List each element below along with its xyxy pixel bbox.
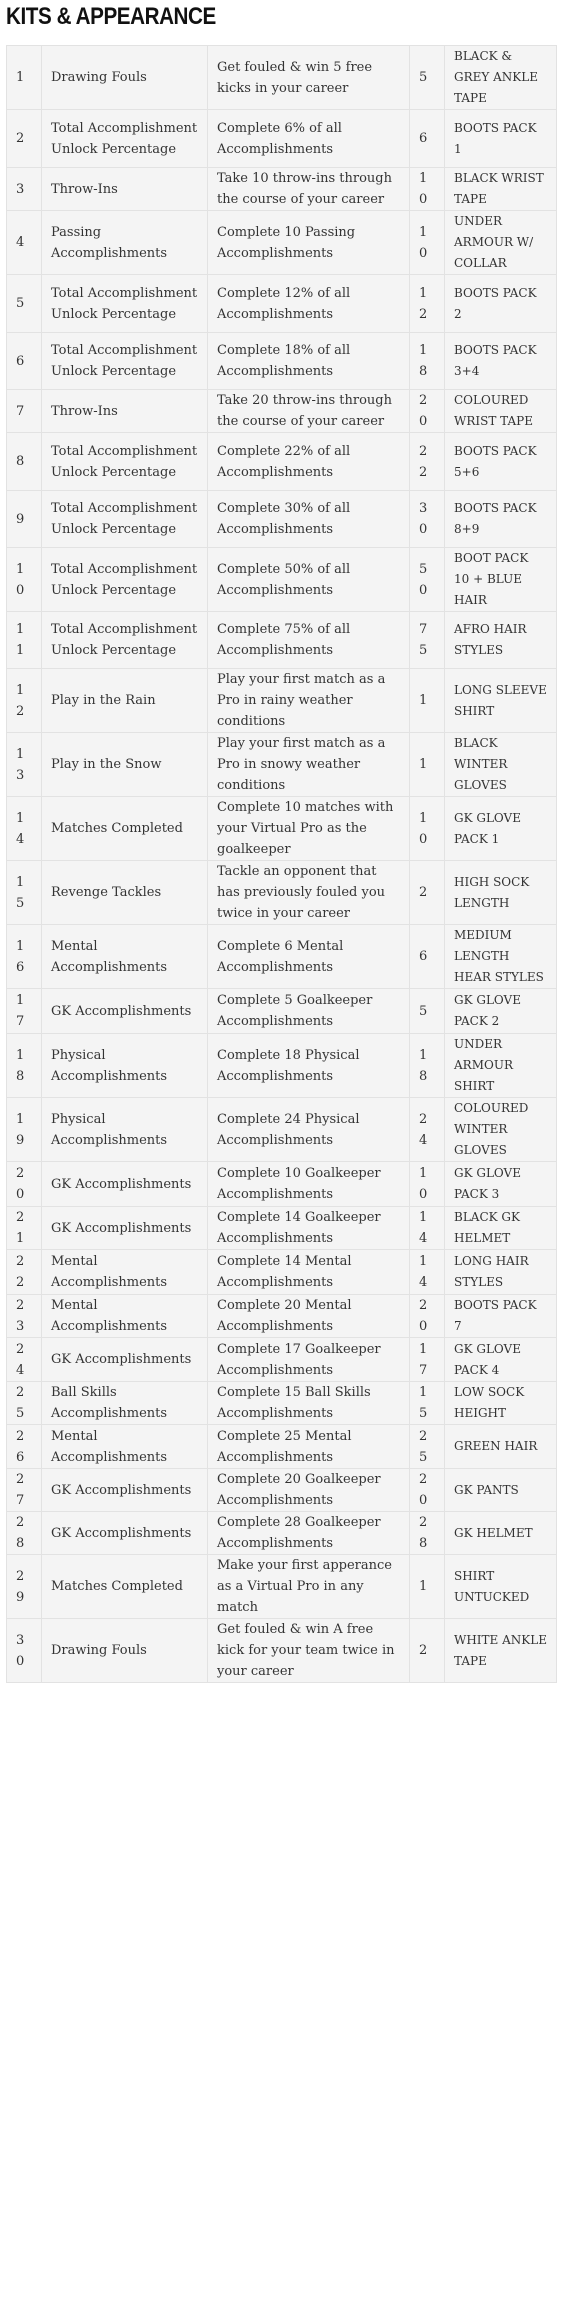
table-row <box>7 1250 557 1295</box>
reward-item: UNDER ARMOUR SHIRT <box>445 1034 557 1098</box>
reward-item: LONG SLEEVE SHIRT <box>445 669 557 733</box>
table-row <box>7 989 557 1034</box>
accomplishment-description: Complete 5 Goalkeeper Accomplishments <box>208 989 410 1034</box>
required-count: 20 <box>410 390 445 433</box>
required-count: 14 <box>410 1207 445 1250</box>
accomplishment-description: Complete 14 Goalkeeper Accomplishments <box>208 1207 410 1250</box>
required-count: 1 <box>410 733 445 797</box>
table-row <box>7 390 557 433</box>
accomplishment-name: Mental Accomplishments <box>42 925 208 989</box>
required-count: 17 <box>410 1338 445 1382</box>
required-count: 6 <box>410 925 445 989</box>
kits-table <box>6 45 557 1683</box>
accomplishment-name: Total Accomplishment Unlock Percentage <box>42 491 208 548</box>
reward-item: WHITE ANKLE TAPE <box>445 1619 557 1683</box>
accomplishment-description: Complete 24 Physical Accomplishments <box>208 1098 410 1162</box>
table-row <box>7 1469 557 1512</box>
accomplishment-name: GK Accomplishments <box>42 1338 208 1382</box>
reward-item: BLACK GK HELMET <box>445 1207 557 1250</box>
table-row <box>7 168 557 211</box>
reward-item: BOOTS PACK 3+4 <box>445 333 557 390</box>
row-number: 10 <box>7 548 42 612</box>
required-count: 18 <box>410 333 445 390</box>
accomplishment-name: Mental Accomplishments <box>42 1425 208 1469</box>
required-count: 20 <box>410 1469 445 1512</box>
table-row <box>7 433 557 491</box>
table-row <box>7 1555 557 1619</box>
row-number: 4 <box>7 211 42 275</box>
row-number: 22 <box>7 1250 42 1295</box>
row-number: 17 <box>7 989 42 1034</box>
required-count: 10 <box>410 1162 445 1207</box>
required-count: 6 <box>410 110 445 168</box>
accomplishment-name: Play in the Snow <box>42 733 208 797</box>
accomplishment-name: Play in the Rain <box>42 669 208 733</box>
reward-item: BLACK & GREY ANKLE TAPE <box>445 46 557 110</box>
table-row <box>7 797 557 861</box>
accomplishment-description: Complete 6% of all Accomplishments <box>208 110 410 168</box>
required-count: 5 <box>410 46 445 110</box>
table-row <box>7 110 557 168</box>
accomplishment-description: Complete 50% of all Accomplishments <box>208 548 410 612</box>
table-row <box>7 275 557 333</box>
accomplishment-name: Mental Accomplishments <box>42 1250 208 1295</box>
accomplishment-name: Physical Accomplishments <box>42 1034 208 1098</box>
accomplishment-description: Complete 20 Goalkeeper Accomplishments <box>208 1469 410 1512</box>
row-number: 9 <box>7 491 42 548</box>
row-number: 14 <box>7 797 42 861</box>
accomplishment-description: Complete 10 Passing Accomplishments <box>208 211 410 275</box>
row-number: 6 <box>7 333 42 390</box>
row-number: 15 <box>7 861 42 925</box>
row-number: 18 <box>7 1034 42 1098</box>
row-number: 11 <box>7 612 42 669</box>
required-count: 25 <box>410 1425 445 1469</box>
required-count: 20 <box>410 1295 445 1338</box>
accomplishment-name: Mental Accomplishments <box>42 1295 208 1338</box>
required-count: 75 <box>410 612 445 669</box>
table-row <box>7 211 557 275</box>
reward-item: BOOTS PACK 8+9 <box>445 491 557 548</box>
row-number: 21 <box>7 1207 42 1250</box>
accomplishment-description: Play your first match as a Pro in snowy weather conditions <box>208 733 410 797</box>
row-number: 25 <box>7 1382 42 1425</box>
accomplishment-name: Drawing Fouls <box>42 46 208 110</box>
accomplishment-name: GK Accomplishments <box>42 1207 208 1250</box>
required-count: 2 <box>410 861 445 925</box>
row-number: 13 <box>7 733 42 797</box>
accomplishment-description: Complete 18 Physical Accomplishments <box>208 1034 410 1098</box>
table-row <box>7 1619 557 1683</box>
reward-item: UNDER ARMOUR W/ COLLAR <box>445 211 557 275</box>
required-count: 15 <box>410 1382 445 1425</box>
table-row <box>7 46 557 110</box>
row-number: 23 <box>7 1295 42 1338</box>
required-count: 12 <box>410 275 445 333</box>
required-count: 18 <box>410 1034 445 1098</box>
accomplishment-name: Ball Skills Accomplishments <box>42 1382 208 1425</box>
required-count: 14 <box>410 1250 445 1295</box>
row-number: 19 <box>7 1098 42 1162</box>
required-count: 1 <box>410 669 445 733</box>
required-count: 50 <box>410 548 445 612</box>
required-count: 2 <box>410 1619 445 1683</box>
accomplishment-description: Complete 22% of all Accomplishments <box>208 433 410 491</box>
accomplishment-description: Complete 28 Goalkeeper Accomplishments <box>208 1512 410 1555</box>
accomplishment-description: Complete 30% of all Accomplishments <box>208 491 410 548</box>
table-row <box>7 333 557 390</box>
row-number: 30 <box>7 1619 42 1683</box>
table-row <box>7 925 557 989</box>
table-row <box>7 1512 557 1555</box>
table-row <box>7 1162 557 1207</box>
table-row <box>7 612 557 669</box>
accomplishment-name: GK Accomplishments <box>42 1512 208 1555</box>
accomplishment-description: Complete 10 Goalkeeper Accomplishments <box>208 1162 410 1207</box>
accomplishment-name: Revenge Tackles <box>42 861 208 925</box>
reward-item: BLACK WRIST TAPE <box>445 168 557 211</box>
row-number: 20 <box>7 1162 42 1207</box>
table-row <box>7 1382 557 1425</box>
reward-item: LONG HAIR STYLES <box>445 1250 557 1295</box>
reward-item: GK PANTS <box>445 1469 557 1512</box>
accomplishment-description: Complete 15 Ball Skills Accomplishments <box>208 1382 410 1425</box>
accomplishment-name: Total Accomplishment Unlock Percentage <box>42 333 208 390</box>
row-number: 24 <box>7 1338 42 1382</box>
reward-item: BLACK WINTER GLOVES <box>445 733 557 797</box>
accomplishment-description: Get fouled & win A free kick for your team twice in your career <box>208 1619 410 1683</box>
reward-item: HIGH SOCK LENGTH <box>445 861 557 925</box>
table-row <box>7 1338 557 1382</box>
section-heading: KITS & APPEARANCE <box>6 3 216 30</box>
table-row <box>7 669 557 733</box>
accomplishment-description: Take 10 throw-ins through the course of your career <box>208 168 410 211</box>
accomplishment-name: Throw-Ins <box>42 168 208 211</box>
accomplishment-description: Complete 18% of all Accomplishments <box>208 333 410 390</box>
row-number: 2 <box>7 110 42 168</box>
row-number: 29 <box>7 1555 42 1619</box>
table-row <box>7 733 557 797</box>
reward-item: SHIRT UNTUCKED <box>445 1555 557 1619</box>
row-number: 28 <box>7 1512 42 1555</box>
reward-item: GREEN HAIR <box>445 1425 557 1469</box>
accomplishment-description: Complete 12% of all Accomplishments <box>208 275 410 333</box>
accomplishment-name: Matches Completed <box>42 797 208 861</box>
required-count: 1 <box>410 1555 445 1619</box>
row-number: 26 <box>7 1425 42 1469</box>
reward-item: GK HELMET <box>445 1512 557 1555</box>
required-count: 30 <box>410 491 445 548</box>
accomplishment-name: Passing Accomplishments <box>42 211 208 275</box>
accomplishment-description: Take 20 throw-ins through the course of your career <box>208 390 410 433</box>
row-number: 7 <box>7 390 42 433</box>
accomplishment-description: Complete 6 Mental Accomplishments <box>208 925 410 989</box>
required-count: 10 <box>410 797 445 861</box>
table-row <box>7 548 557 612</box>
accomplishment-description: Complete 25 Mental Accomplishments <box>208 1425 410 1469</box>
reward-item: MEDIUM LENGTH HEAR STYLES <box>445 925 557 989</box>
accomplishment-description: Make your first apperance as a Virtual Pro in any match <box>208 1555 410 1619</box>
reward-item: BOOT PACK 10 + BLUE HAIR <box>445 548 557 612</box>
accomplishment-name: Throw-Ins <box>42 390 208 433</box>
accomplishment-name: Drawing Fouls <box>42 1619 208 1683</box>
table-row <box>7 1098 557 1162</box>
table-row <box>7 1207 557 1250</box>
reward-item: LOW SOCK HEIGHT <box>445 1382 557 1425</box>
accomplishment-description: Tackle an opponent that has previously fouled you twice in your career <box>208 861 410 925</box>
accomplishment-description: Complete 75% of all Accomplishments <box>208 612 410 669</box>
row-number: 5 <box>7 275 42 333</box>
reward-item: GK GLOVE PACK 3 <box>445 1162 557 1207</box>
reward-item: GK GLOVE PACK 1 <box>445 797 557 861</box>
accomplishment-name: Total Accomplishment Unlock Percentage <box>42 110 208 168</box>
accomplishment-name: GK Accomplishments <box>42 989 208 1034</box>
accomplishment-description: Complete 20 Mental Accomplishments <box>208 1295 410 1338</box>
row-number: 12 <box>7 669 42 733</box>
required-count: 24 <box>410 1098 445 1162</box>
reward-item: BOOTS PACK 5+6 <box>445 433 557 491</box>
accomplishment-name: Total Accomplishment Unlock Percentage <box>42 433 208 491</box>
reward-item: GK GLOVE PACK 2 <box>445 989 557 1034</box>
row-number: 1 <box>7 46 42 110</box>
accomplishment-name: Total Accomplishment Unlock Percentage <box>42 612 208 669</box>
row-number: 16 <box>7 925 42 989</box>
table-row <box>7 1425 557 1469</box>
table-row <box>7 1295 557 1338</box>
accomplishment-description: Complete 14 Mental Accomplishments <box>208 1250 410 1295</box>
row-number: 3 <box>7 168 42 211</box>
required-count: 10 <box>410 211 445 275</box>
accomplishment-description: Get fouled & win 5 free kicks in your career <box>208 46 410 110</box>
required-count: 5 <box>410 989 445 1034</box>
accomplishment-name: Matches Completed <box>42 1555 208 1619</box>
table-row <box>7 1034 557 1098</box>
accomplishment-name: GK Accomplishments <box>42 1162 208 1207</box>
reward-item: BOOTS PACK 2 <box>445 275 557 333</box>
accomplishment-name: Total Accomplishment Unlock Percentage <box>42 275 208 333</box>
accomplishment-description: Complete 17 Goalkeeper Accomplishments <box>208 1338 410 1382</box>
reward-item: COLOURED WINTER GLOVES <box>445 1098 557 1162</box>
required-count: 10 <box>410 168 445 211</box>
row-number: 27 <box>7 1469 42 1512</box>
accomplishment-description: Play your first match as a Pro in rainy weather conditions <box>208 669 410 733</box>
table-row <box>7 861 557 925</box>
required-count: 28 <box>410 1512 445 1555</box>
accomplishment-name: Total Accomplishment Unlock Percentage <box>42 548 208 612</box>
reward-item: COLOURED WRIST TAPE <box>445 390 557 433</box>
accomplishment-name: Physical Accomplishments <box>42 1098 208 1162</box>
required-count: 22 <box>410 433 445 491</box>
reward-item: GK GLOVE PACK 4 <box>445 1338 557 1382</box>
row-number: 8 <box>7 433 42 491</box>
reward-item: BOOTS PACK 1 <box>445 110 557 168</box>
kits-table-body <box>7 46 557 1683</box>
reward-item: AFRO HAIR STYLES <box>445 612 557 669</box>
accomplishment-name: GK Accomplishments <box>42 1469 208 1512</box>
table-row <box>7 491 557 548</box>
reward-item: BOOTS PACK 7 <box>445 1295 557 1338</box>
accomplishment-description: Complete 10 matches with your Virtual Pro as the goalkeeper <box>208 797 410 861</box>
